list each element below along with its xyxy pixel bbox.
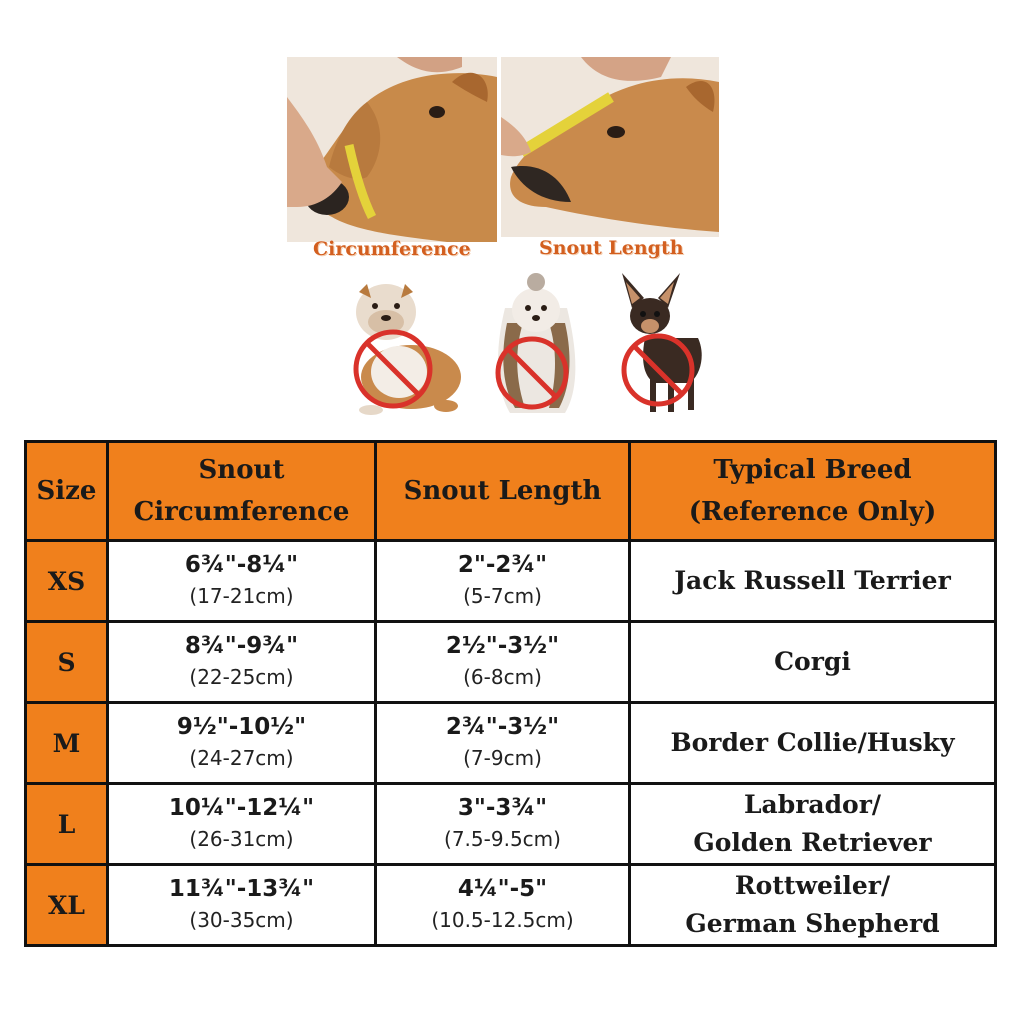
length-cell [376, 865, 630, 946]
shih-tzu-not-suitable-image [485, 268, 587, 418]
length-cell [376, 622, 630, 703]
length-cm: (7.5-9.5cm) [444, 827, 561, 851]
length-inches: 4¼"-5" [457, 876, 548, 902]
length-cm: (5-7cm) [463, 584, 542, 608]
circumference-cm: (26-31cm) [189, 827, 294, 851]
chihuahua-not-suitable-image [610, 268, 718, 418]
header-typical-breed: Typical Breed (Reference Only) [630, 442, 996, 541]
header-size: Size [26, 442, 108, 541]
snout-length-caption: Snout Length [539, 237, 684, 259]
table-row [26, 865, 996, 946]
bulldog-not-suitable-image [341, 272, 467, 418]
circumference-inches: 11¾"-13¾" [168, 876, 315, 902]
length-cm: (10.5-12.5cm) [431, 908, 574, 932]
circumference-cell [108, 703, 376, 784]
breed-name: Labrador/ Golden Retriever [693, 790, 932, 857]
length-inches: 3"-3¾" [457, 795, 548, 821]
length-cell [376, 541, 630, 622]
circumference-cell [108, 541, 376, 622]
circumference-cm: (22-25cm) [189, 665, 294, 689]
size-label: S [26, 622, 108, 703]
size-label: XS [26, 541, 108, 622]
size-label: XL [26, 865, 108, 946]
circumference-cell [108, 784, 376, 865]
circumference-cell [108, 865, 376, 946]
circumference-inches: 6¾"-8¼" [184, 552, 299, 578]
breed-cell [630, 622, 996, 703]
circumference-caption: Circumference [313, 238, 471, 260]
circumference-photo [287, 57, 497, 242]
header-snout-circumference: Snout Circumference [108, 442, 376, 541]
length-inches: 2¾"-3½" [445, 714, 560, 740]
length-inches: 2½"-3½" [445, 633, 560, 659]
circumference-cm: (24-27cm) [189, 746, 294, 770]
circumference-cm: (30-35cm) [189, 908, 294, 932]
length-cm: (7-9cm) [463, 746, 542, 770]
size-label: M [26, 703, 108, 784]
length-inches: 2"-2¾" [457, 552, 548, 578]
circumference-cm: (17-21cm) [189, 584, 294, 608]
circumference-cell [108, 622, 376, 703]
breed-cell [630, 541, 996, 622]
length-cell [376, 784, 630, 865]
breed-name: Border Collie/Husky [670, 728, 955, 757]
circumference-inches: 9½"-10½" [176, 714, 307, 740]
table-row [26, 541, 996, 622]
breed-cell [630, 865, 996, 946]
breed-name: Corgi [774, 647, 851, 676]
snout-length-photo [501, 57, 719, 237]
header-snout-length: Snout Length [376, 442, 630, 541]
table-row [26, 784, 996, 865]
circumference-inches: 10¼"-12¼" [168, 795, 315, 821]
size-label: L [26, 784, 108, 865]
breed-name: Rottweiler/ German Shepherd [685, 871, 940, 938]
table-row [26, 622, 996, 703]
size-chart-table [24, 440, 997, 947]
circumference-inches: 8¾"-9¾" [184, 633, 299, 659]
table-header-row [26, 442, 996, 541]
breed-name: Jack Russell Terrier [674, 566, 951, 595]
breed-cell [630, 784, 996, 865]
breed-cell [630, 703, 996, 784]
length-cm: (6-8cm) [463, 665, 542, 689]
length-cell [376, 703, 630, 784]
table-row [26, 703, 996, 784]
